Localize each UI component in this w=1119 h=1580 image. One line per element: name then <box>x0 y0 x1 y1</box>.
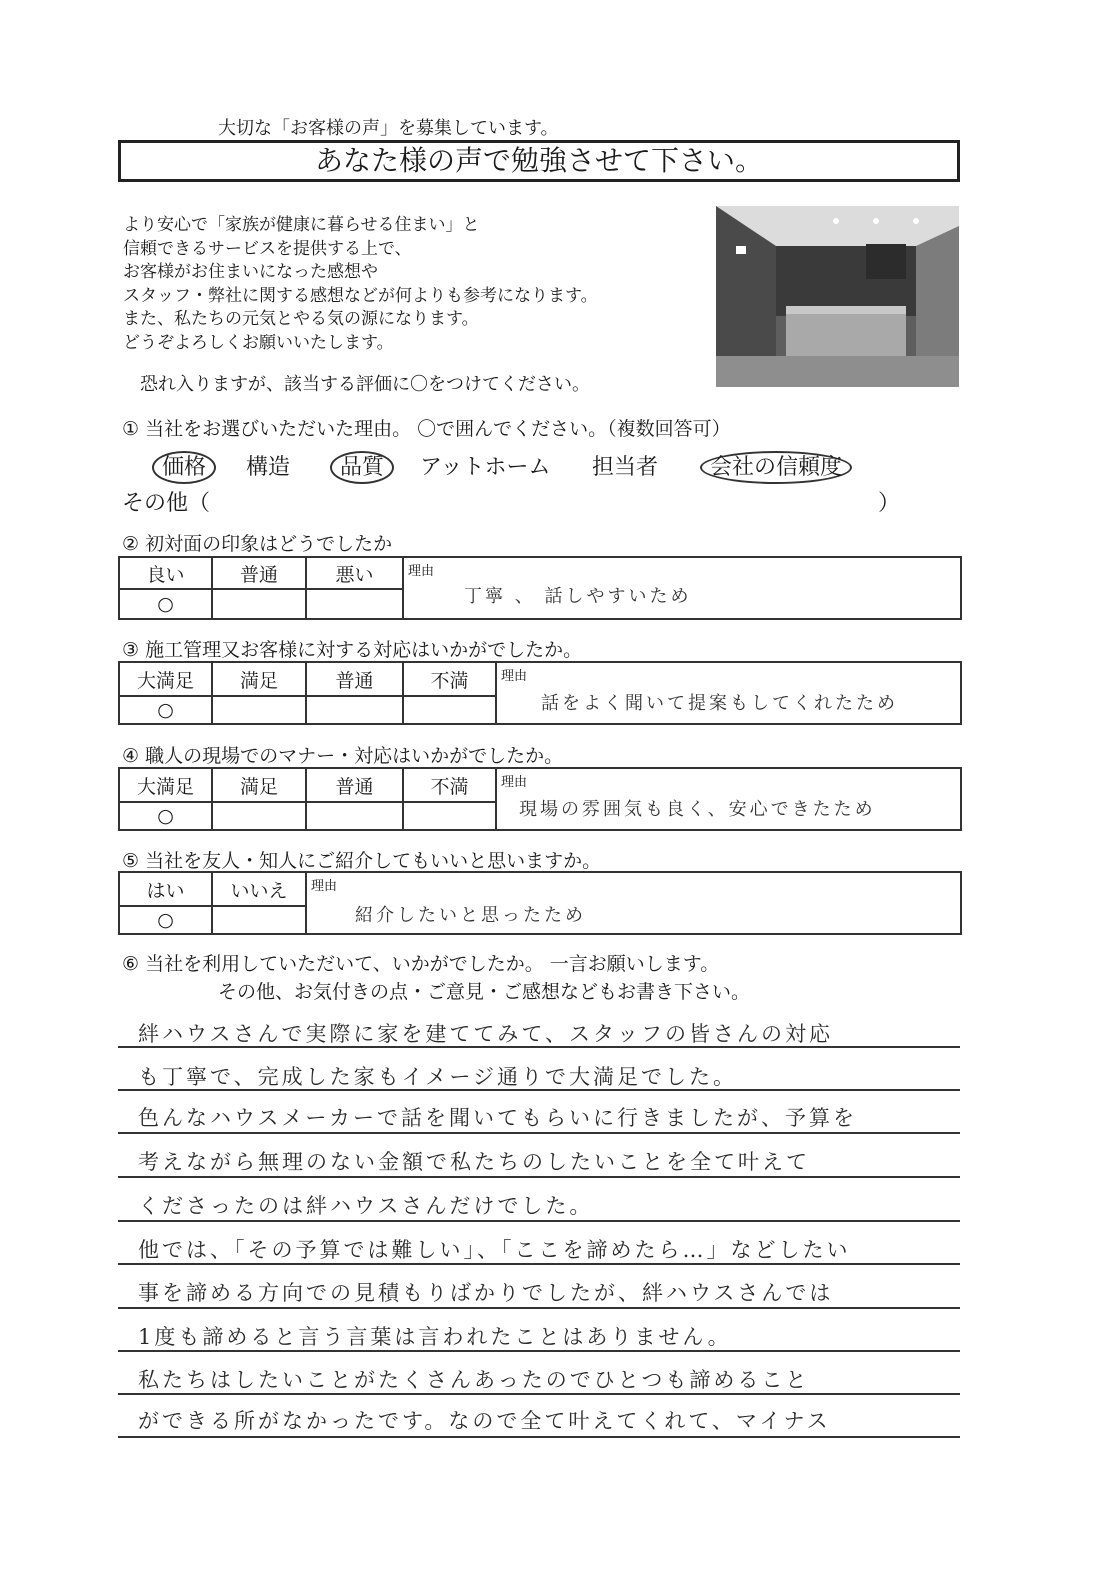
intro-line: また、私たちの元気とやる気の源になります。 <box>123 309 479 329</box>
writing-rule <box>118 1089 960 1091</box>
q2-option: 悪い <box>306 557 403 589</box>
q3-rating-table <box>118 661 962 725</box>
comment-line: 考えながら無理のない金額で私たちのしたいことを全て叶えて <box>138 1150 810 1174</box>
q1-heading: ① 当社をお選びいただいた理由。 〇で囲んでください。（複数回答可） <box>122 418 731 440</box>
comment-line: 絆ハウスさんで実際に家を建ててみて、スタッフの皆さんの対応 <box>138 1022 833 1046</box>
q5-reason-cell <box>306 872 961 934</box>
kitchen-illustration <box>716 206 959 387</box>
q2-option: 普通 <box>212 557 306 589</box>
q1-choice-athome: アットホーム <box>420 455 551 480</box>
q3-empty-cell <box>306 696 403 724</box>
q2-empty-cell <box>212 589 306 619</box>
q4-option: 満足 <box>212 768 306 802</box>
page-title: あなた様の声で勉強させて下さい。 <box>118 140 960 182</box>
q4-reason-text: 現場の雰囲気も良く、安心できたため <box>519 799 876 820</box>
q4-reason-label: 理由 <box>501 775 528 790</box>
q5-heading: ⑤ 当社を友人・知人にご紹介してもいいと思いますか。 <box>122 850 602 872</box>
q2-rating-table <box>118 556 962 620</box>
q2-mark: ○ <box>119 589 212 619</box>
q4-mark: ○ <box>119 802 212 830</box>
q2-reason-cell <box>403 557 961 619</box>
comment-line: 他では、「その予算では難しい」、「ここを諦めたら…」などしたい <box>138 1238 851 1262</box>
q5-reason-label: 理由 <box>311 879 338 894</box>
q1-choice-trust: 会社の信頼度 <box>700 450 852 481</box>
q1-choice-structure: 構造 <box>246 455 291 480</box>
q5-mark: ○ <box>119 906 212 934</box>
q3-empty-cell <box>212 696 306 724</box>
intro-line: より安心で「家族が健康に暮らせる住まい」と <box>123 215 480 235</box>
writing-rule <box>118 1176 960 1178</box>
q4-empty-cell <box>403 802 496 830</box>
q3-heading: ③ 施工管理又お客様に対する対応はいかがでしたか。 <box>122 639 583 661</box>
q2-option: 良い <box>119 557 212 589</box>
q5-option: はい <box>119 872 212 906</box>
q3-reason-text: 話をよく聞いて提案もしてくれたため <box>541 693 898 714</box>
writing-rule <box>118 1220 960 1222</box>
q4-reason-cell <box>496 768 961 830</box>
writing-rule <box>118 1393 960 1395</box>
q4-option: 普通 <box>306 768 403 802</box>
q1-choice-staff: 担当者 <box>592 455 659 480</box>
intro-line: 信頼できるサービスを提供する上で、 <box>123 238 412 259</box>
writing-rule <box>118 1132 960 1134</box>
q3-reason-cell <box>496 662 961 724</box>
intro-line: お客様がお住まいになった感想や <box>123 262 378 282</box>
q1-choice-price: 価格 <box>152 450 216 481</box>
q6-heading: ⑥ 当社を利用していただいて、いかがでしたか。 一言お願いします。 <box>122 953 720 975</box>
writing-rule <box>118 1046 960 1048</box>
q4-rating-table <box>118 767 962 831</box>
comment-line: 私たちはしたいことがたくさんあったのでひとつも諦めること <box>138 1368 810 1392</box>
comment-line: も丁寧で、完成した家もイメージ通りで大満足でした。 <box>138 1065 737 1089</box>
q5-empty-cell <box>212 906 306 934</box>
q5-option: いいえ <box>212 872 306 906</box>
q2-heading: ② 初対面の印象はどうでしたか <box>122 533 393 555</box>
writing-rule <box>118 1263 960 1265</box>
intro-line: スタッフ・弊社に関する感想などが何よりも参考になります。 <box>123 285 598 306</box>
q4-option: 大満足 <box>119 768 212 802</box>
q3-option: 普通 <box>306 662 403 696</box>
q4-heading: ④ 職人の現場でのマナー・対応はいかがでしたか。 <box>122 745 564 767</box>
q2-empty-cell <box>306 589 403 619</box>
q3-option: 不満 <box>403 662 496 696</box>
intro-line: どうぞよろしくお願いいたします。 <box>123 332 394 353</box>
intro-paragraph <box>123 214 598 355</box>
q1-other-label: その他（ <box>122 491 211 516</box>
q3-option: 大満足 <box>119 662 212 696</box>
q5-rating-table <box>118 871 962 935</box>
instruction-text: 恐れ入りますが、該当する評価に〇をつけてください。 <box>140 374 590 395</box>
q3-empty-cell <box>403 696 496 724</box>
q3-mark: ○ <box>119 696 212 724</box>
writing-rule <box>118 1436 960 1438</box>
comment-line: 1度も諦めると言う言葉は言われたことはありません。 <box>138 1325 732 1349</box>
q5-reason-text: 紹介したいと思ったため <box>355 905 586 926</box>
q2-reason-label: 理由 <box>408 564 435 579</box>
comment-line: 事を諦める方向での見積もりばかりでしたが、絆ハウスさんでは <box>138 1281 834 1305</box>
q3-reason-label: 理由 <box>501 669 528 684</box>
kitchen-photo <box>716 206 959 387</box>
q3-option: 満足 <box>212 662 306 696</box>
q2-reason-text: 丁寧 、 話しやすいため <box>464 586 692 607</box>
comment-line: ができる所がなかったです。なので全て叶えてくれて、マイナス <box>138 1409 831 1433</box>
q4-empty-cell <box>306 802 403 830</box>
intro-text: 大切な「お客様の声」を募集しています。 <box>218 118 559 139</box>
q4-option: 不満 <box>403 768 496 802</box>
comment-line: 色んなハウスメーカーで話を聞いてもらいに行きましたが、予算を <box>138 1106 857 1130</box>
comment-line: くださったのは絆ハウスさんだけでした。 <box>138 1194 594 1218</box>
q1-choice-quality: 品質 <box>330 450 394 481</box>
writing-rule <box>118 1350 960 1352</box>
q1-other-close: ） <box>878 491 901 516</box>
writing-rule <box>118 1307 960 1309</box>
q4-empty-cell <box>212 802 306 830</box>
q6-subheading: その他、お気付きの点・ご意見・ご感想などもお書き下さい。 <box>218 981 751 1003</box>
